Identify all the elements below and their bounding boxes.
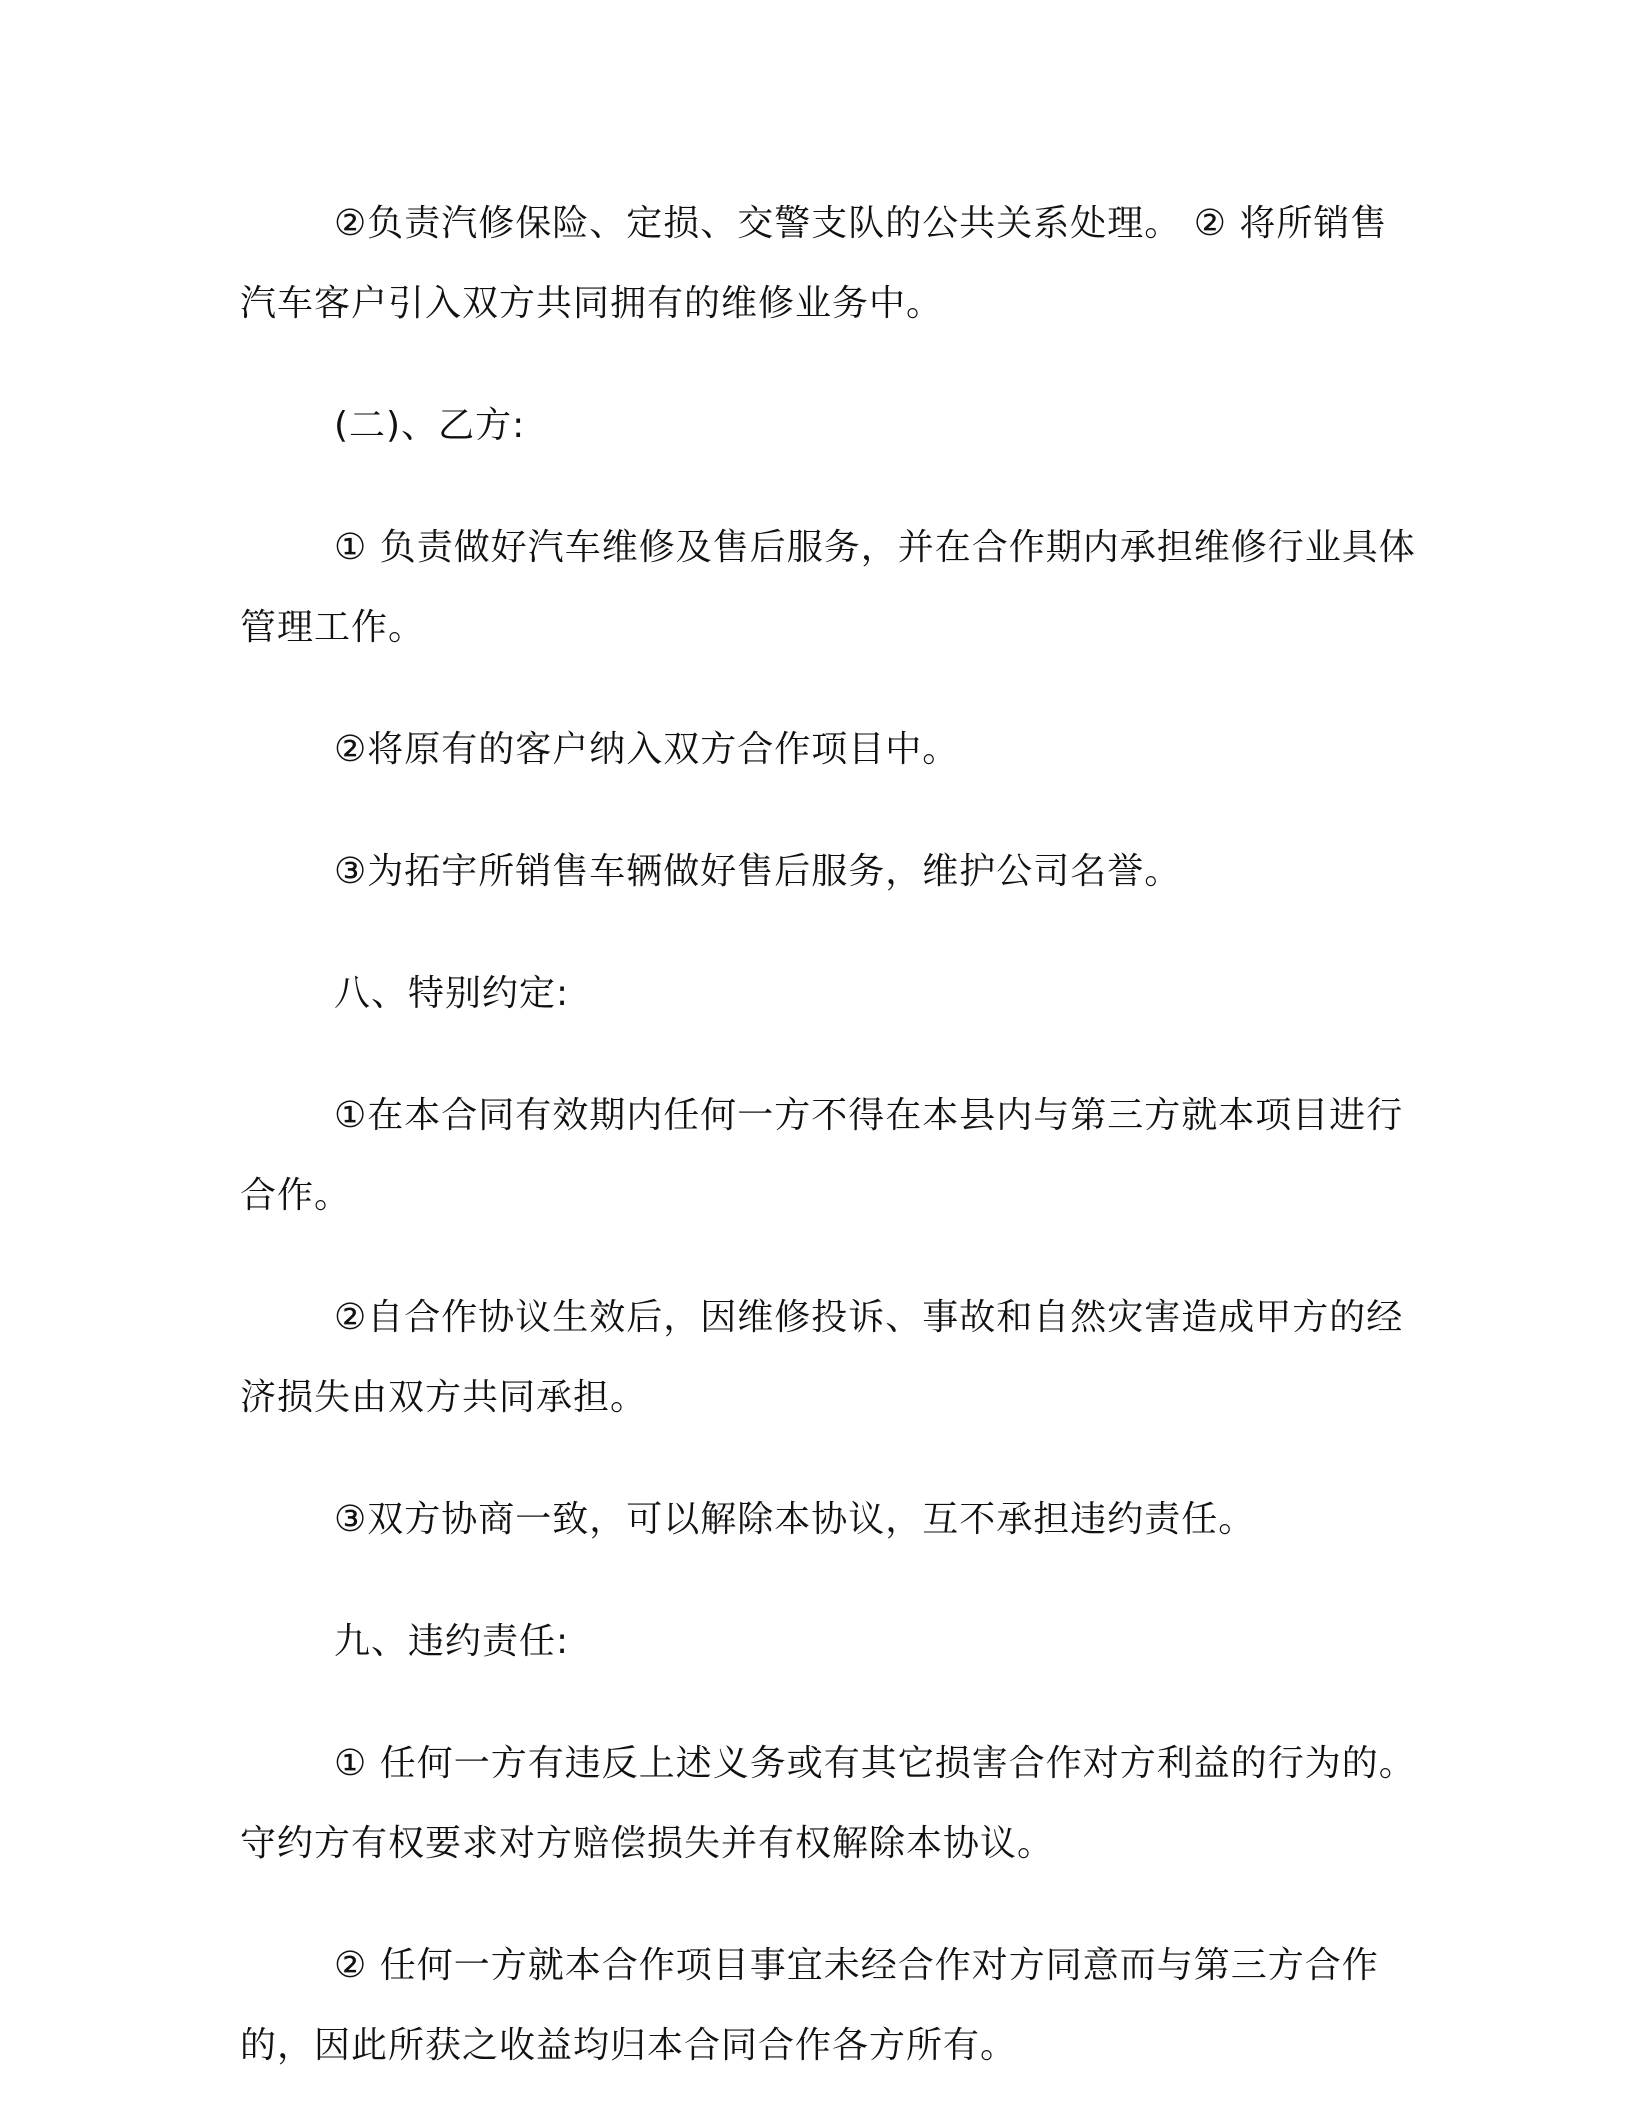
- paragraph-special-3: ③双方协商一致，可以解除本协议，互不承担违约责任。: [334, 1499, 1256, 1540]
- heading-party-b: (二)、乙方:: [334, 405, 526, 446]
- paragraph-party-b-duty-1: ① 负责做好汽车维修及售后服务，并在合作期内承担维修行业具体管理工作。: [240, 527, 1416, 648]
- paragraph-party-b-duty-2: ②将原有的客户纳入双方合作项目中。: [334, 729, 960, 770]
- heading-breach-liability: 九、违约责任:: [334, 1621, 570, 1662]
- paragraph-party-a-duty-2: ②负责汽修保险、定损、交警支队的公共关系处理。 ② 将所销售汽车客户引入双方共同拥有的维修业务中。: [240, 203, 1388, 324]
- heading-special-agreement: 八、特别约定:: [334, 973, 570, 1014]
- paragraph-party-b-duty-3: ③为拓宇所销售车辆做好售后服务，维护公司名誉。: [334, 851, 1182, 892]
- paragraph-breach-1: ① 任何一方有违反上述义务或有其它损害合作对方利益的行为的。守约方有权要求对方赔偿损失并有权解除本协议。: [240, 1743, 1416, 1864]
- paragraph-special-1: ①在本合同有效期内任何一方不得在本县内与第三方就本项目进行合作。: [240, 1095, 1404, 1216]
- paragraph-special-2: ②自合作协议生效后，因维修投诉、事故和自然灾害造成甲方的经济损失由双方共同承担。: [240, 1297, 1404, 1418]
- document-body: [240, 184, 1420, 2128]
- paragraph-breach-2: ② 任何一方就本合作项目事宜未经合作对方同意而与第三方合作的，因此所获之收益均归本合同合作各方所有。: [240, 1945, 1379, 2066]
